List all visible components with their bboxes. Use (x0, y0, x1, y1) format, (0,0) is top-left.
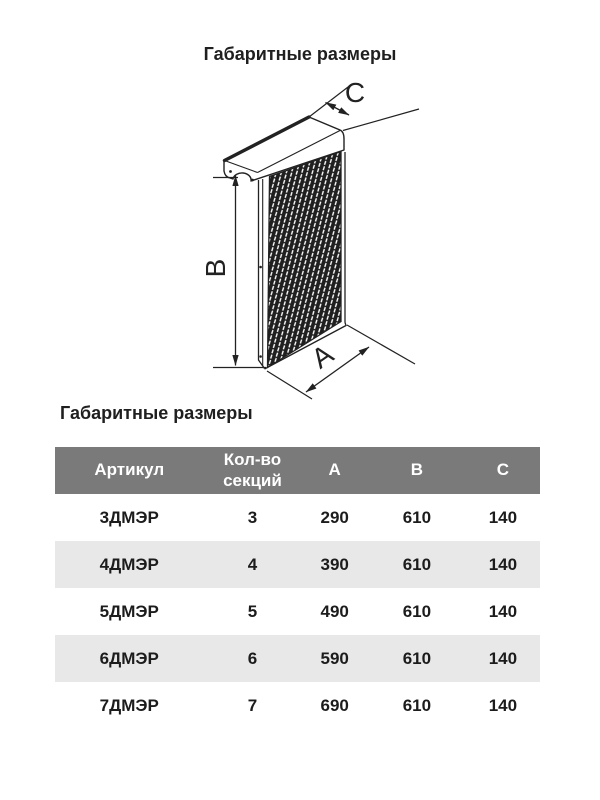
table-header (55, 447, 540, 494)
table-cell: 6ДМЭР (99, 648, 159, 668)
table-cell: 590 (320, 648, 349, 668)
column-header: С (466, 447, 540, 494)
table-cell: 140 (488, 507, 518, 527)
column-header: Кол-во секций (204, 447, 302, 494)
dimensional-drawing (190, 75, 430, 405)
left-frame-screw-top (259, 266, 262, 269)
dim-label-b: B (200, 258, 231, 278)
table-header-row (55, 447, 540, 494)
dim-label-c: C (344, 77, 366, 108)
table-row (55, 635, 540, 682)
table-cell: 610 (402, 601, 432, 621)
table-cell: 140 (488, 695, 518, 715)
dimensions-table (55, 447, 540, 729)
table-cell: 5 (247, 601, 258, 621)
table-section-title: Габаритные размеры (60, 403, 253, 423)
table-cell: 610 (402, 507, 432, 527)
column-header: А (301, 447, 368, 494)
diagram-section-title: Габаритные размеры (203, 44, 397, 64)
table-cell: 5ДМЭР (99, 601, 159, 621)
table-cell: 7ДМЭР (99, 695, 159, 715)
table-cell: 610 (402, 648, 432, 668)
table-cell: 290 (320, 507, 349, 527)
table-row (55, 588, 540, 635)
table-cell: 610 (402, 695, 432, 715)
table-row (55, 494, 540, 541)
table-cell: 4 (247, 554, 258, 574)
column-header: Артикул (55, 447, 204, 494)
mesh-panel (268, 152, 342, 368)
table-row (55, 682, 540, 729)
dim-ext-a-left (267, 371, 312, 399)
left-frame-screw-bottom (259, 355, 262, 358)
table-cell: 7 (247, 695, 258, 715)
table-cell: 140 (488, 554, 518, 574)
lid-hole-right (251, 179, 254, 182)
table-body (55, 494, 540, 729)
table-cell: 690 (320, 695, 349, 715)
table-cell: 3 (247, 507, 258, 527)
table-row (55, 541, 540, 588)
dim-ext-a-right (347, 325, 415, 364)
lid-hole-left (229, 170, 232, 173)
table-cell: 140 (488, 601, 518, 621)
table-cell: 6 (247, 648, 258, 668)
left-frame-outer (259, 180, 265, 369)
table-cell: 490 (320, 601, 349, 621)
table-cell: 4ДМЭР (99, 554, 159, 574)
table-cell: 140 (488, 648, 518, 668)
table-cell: 610 (402, 554, 432, 574)
table-cell: 390 (320, 554, 349, 574)
dim-ext-c-front (343, 109, 419, 131)
column-header: В (368, 447, 466, 494)
table-cell: 3ДМЭР (99, 507, 159, 527)
dim-label-a: A (305, 338, 339, 375)
